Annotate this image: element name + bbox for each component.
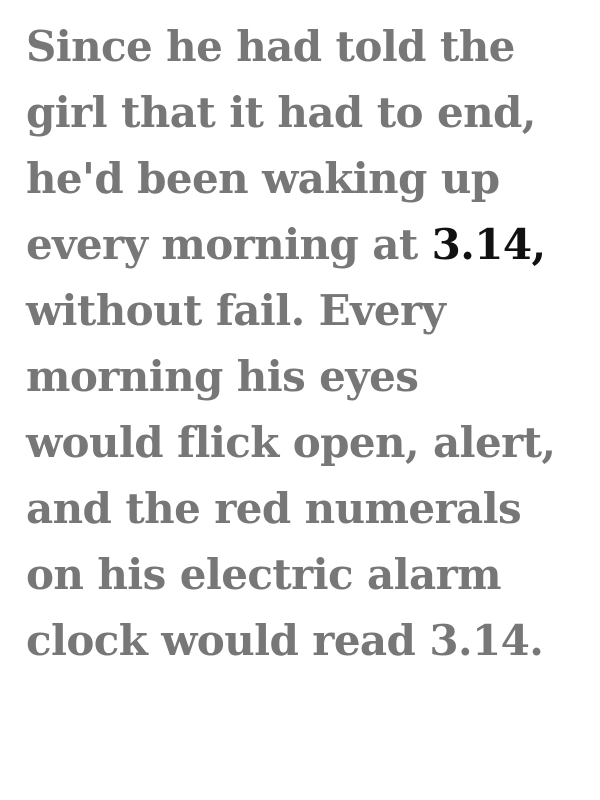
highlighted-word: 3.14, — [431, 220, 546, 269]
text-line: he'd been waking up — [26, 154, 500, 203]
text-line — [26, 212, 586, 278]
text-line: morning his eyes — [26, 352, 419, 401]
text-line: on his electric alarm — [26, 550, 501, 599]
text-line: clock would read 3.14. — [26, 616, 544, 665]
text-line: girl that it had to end, — [26, 88, 536, 137]
text-line: and the red numerals — [26, 484, 522, 533]
text-line: would flick open, alert, — [26, 418, 556, 467]
text-line: without fail. Every — [26, 286, 446, 335]
text-line: Since he had told the — [26, 22, 515, 71]
text-line-segment: every morning at — [26, 220, 432, 269]
text-passage — [26, 14, 586, 674]
